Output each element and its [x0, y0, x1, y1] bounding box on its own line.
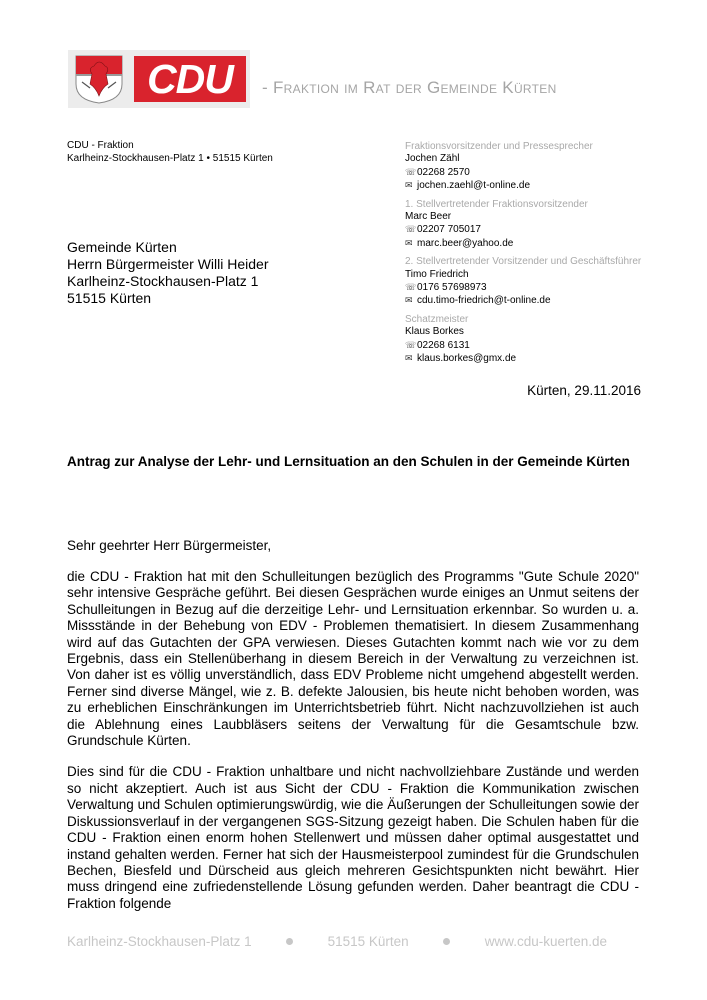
phone-icon: ☏	[405, 339, 417, 350]
contact-phone[interactable]: 0176 57698973	[417, 282, 487, 294]
contact-email[interactable]: jochen.zaehl@t-online.de	[417, 180, 531, 192]
contact-block	[405, 141, 695, 193]
footer-city: 51515 Kürten	[327, 934, 409, 949]
contact-block	[405, 199, 695, 251]
logo	[68, 50, 250, 108]
letter-body	[67, 569, 639, 927]
salutation: Sehr geehrter Herr Bürgermeister,	[67, 538, 272, 553]
phone-icon: ☏	[405, 224, 417, 235]
contact-phone[interactable]: 02207 705017	[417, 224, 481, 236]
body-paragraph: Dies sind für die CDU - Fraktion unhaltbare und nicht nachvollziehbare Zustände und werden so nicht akzeptiert. Auch ist aus Sicht der CDU - Fraktion die Kommunikation zwischen Verwaltung und Schulen optimierungswürdig, wie die Äußerungen der Schulleitungen sowie der Diskussionsverlauf in der vergangenen SGS-Sitzung gezeigt haben. Die Schulen haben für die CDU - Fraktion einen enorm hohen Stellenwert und müssen daher optimal ausgestattet und instand gehalten werden. Ferner hat sich der Hausmeisterpool zumindest für die Grundschulen Bechen, Biesfeld und Dürscheid aus gleich mehreren Gesichtspunkten nicht bewährt. Hier muss dringend eine zufriedenstellende Lösung gefunden werden. Daher beantragt die CDU - Fraktion folgende	[67, 764, 639, 911]
envelope-icon: ✉	[405, 353, 413, 364]
footer-address: Karlheinz-Stockhausen-Platz 1	[67, 934, 252, 949]
recipient-address	[67, 239, 269, 307]
recipient-line: Karlheinz-Stockhausen-Platz 1	[67, 273, 259, 289]
footer	[67, 934, 607, 949]
contact-role: 2. Stellvertretender Vorsitzender und Geschäftsführer	[405, 256, 642, 268]
body-paragraph: die CDU - Fraktion hat mit den Schulleitungen bezüglich des Programms "Gute Schule 2020" sehr intensive Gespräche geführt. Bei diesen Gesprächen wurde einiges an Unmut seitens der Schulleitungen in Bezug auf die derzeitige Lehr- und Lernsituation erkennbar. So wurden u. a. Missstände in der Behebung von EDV - Problemen thematisiert. In diesem Zusammenhang wird auf das Gutachten der GPA verwiesen. Dieses Gutachten kommt nach wie vor zu dem Ergebnis, dass ein Stellenüberhang in diesem Bereich in der Verwaltung zu verzeichnen ist. Von daher ist es völlig unverständlich, dass EDV Probleme nicht umgehend abgestellt werden. Ferner sind diverse Mängel, wie z. B. defekte Jalousien, bis heute nicht behoben worden, was zu erheblichen Einschränkungen im Unterrichtsbetrieb führt. Nicht nachzuvollziehen ist auch die Ablehnung eines Laubbläsers seitens der Verwaltung für die Gesamtschule bzw. Grundschule Kürten.	[67, 569, 639, 749]
coat-of-arms-icon	[72, 54, 126, 104]
phone-icon: ☏	[405, 166, 417, 177]
bullet-icon	[286, 938, 293, 945]
contact-block	[405, 314, 695, 366]
contact-role: Fraktionsvorsitzender und Pressesprecher	[405, 141, 593, 152]
contact-name: Marc Beer	[405, 211, 452, 223]
letter-date: Kürten, 29.11.2016	[527, 383, 641, 398]
phone-icon: ☏	[405, 282, 417, 293]
contact-email[interactable]: klaus.borkes@gmx.de	[417, 353, 517, 365]
contact-phone[interactable]: 02268 6131	[417, 339, 470, 351]
recipient-line: Herrn Bürgermeister Willi Heider	[67, 256, 269, 272]
contact-email[interactable]: marc.beer@yahoo.de	[417, 237, 514, 249]
page-title: - Fraktion im Rat der Gemeinde Kürten	[262, 78, 557, 97]
contact-role: 1. Stellvertretender Fraktionsvorsitzender	[405, 198, 588, 210]
contact-list	[405, 141, 695, 372]
bullet-icon	[443, 938, 450, 945]
recipient-line: 51515 Kürten	[67, 290, 152, 306]
contact-email[interactable]: cdu.timo-friedrich@t-online.de	[417, 295, 551, 307]
recipient-line: Gemeinde Kürten	[67, 239, 177, 255]
subject-line: Antrag zur Analyse der Lehr- und Lernsituation an den Schulen in der Gemeinde Kürten	[67, 454, 630, 469]
envelope-icon: ✉	[405, 237, 413, 248]
sender-address	[67, 139, 273, 165]
contact-name: Timo Friedrich	[405, 268, 469, 280]
contact-role: Schatzmeister	[405, 313, 469, 325]
contact-name: Klaus Borkes	[405, 326, 464, 338]
contact-name: Jochen Zähl	[405, 153, 460, 165]
sender-line: CDU - Fraktion	[67, 140, 134, 151]
contact-block	[405, 256, 695, 308]
envelope-icon: ✉	[405, 180, 413, 191]
contact-phone[interactable]: 02268 2570	[417, 166, 470, 178]
sender-line: Karlheinz-Stockhausen-Platz 1 • 51515 Kürten	[67, 153, 273, 164]
footer-website[interactable]: www.cdu-kuerten.de	[484, 934, 607, 949]
cdu-logo-text: CDU	[134, 56, 246, 102]
envelope-icon: ✉	[405, 295, 413, 306]
